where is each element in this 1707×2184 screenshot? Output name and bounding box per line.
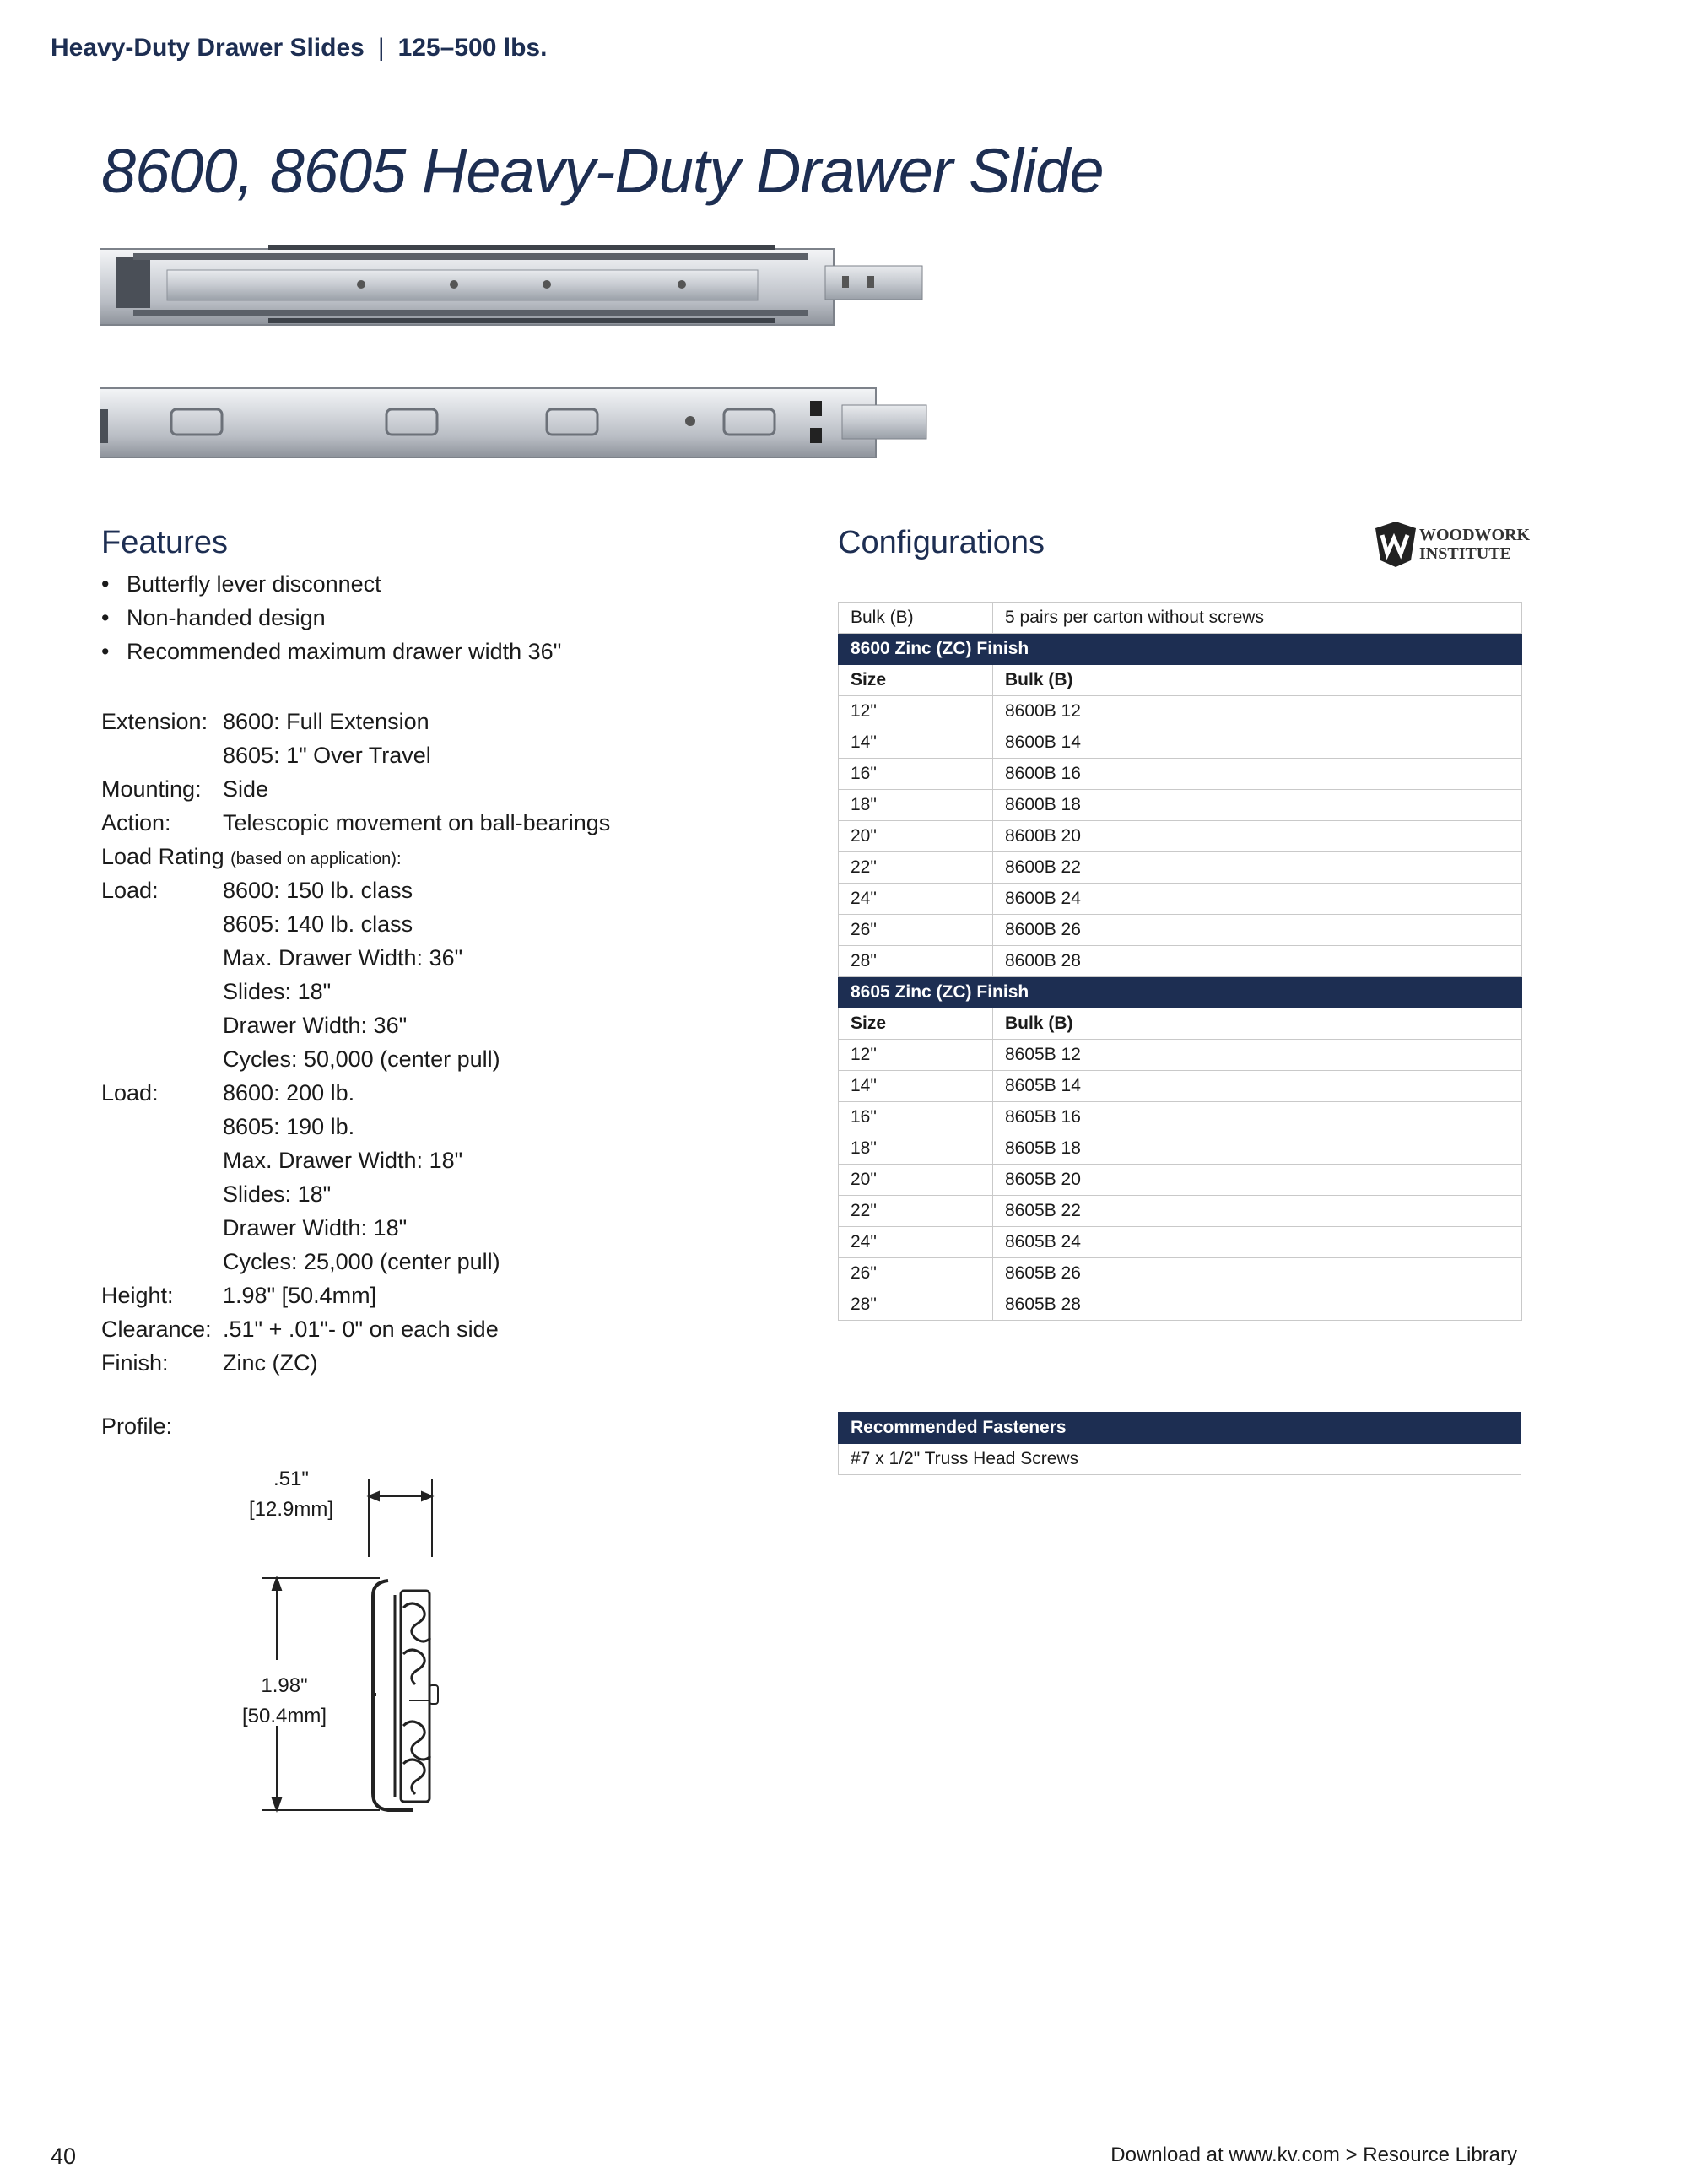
- profile-height-mm: [50.4mm]: [241, 1705, 327, 1727]
- table-row: [839, 1165, 1522, 1196]
- spec-value: 140 lb. class: [286, 911, 413, 937]
- col-size: Size: [839, 665, 993, 696]
- cell-part: 8605B 22: [993, 1196, 1522, 1227]
- spec-key: Cycles:: [223, 1046, 298, 1072]
- spec-label-clearance: Clearance:: [101, 1316, 212, 1342]
- feature-item: • Recommended maximum drawer width 36": [101, 635, 561, 668]
- cell-part: 8605B 14: [993, 1071, 1522, 1102]
- spec-value: 200 lb.: [286, 1080, 355, 1106]
- cell-part: 8600B 28: [993, 946, 1522, 977]
- cell-part: 8600B 14: [993, 727, 1522, 759]
- cell-size: 18": [839, 1133, 993, 1165]
- spec-value: 18": [429, 1148, 463, 1173]
- spec-model: 8605: [223, 743, 274, 768]
- feature-item: • Non-handed design: [101, 601, 561, 635]
- col-bulk: Bulk (B): [993, 665, 1522, 696]
- table-row: [839, 1289, 1522, 1321]
- fasteners-title: Recommended Fasteners: [839, 1413, 1521, 1444]
- spec-key: Slides:: [223, 1181, 292, 1207]
- profile-label: Profile:: [101, 1414, 173, 1439]
- cell-size: 22": [839, 1196, 993, 1227]
- spec-key: Drawer Width:: [223, 1215, 368, 1241]
- configurations-heading: Configurations: [838, 525, 1045, 560]
- cell-size: 24": [839, 1227, 993, 1258]
- spec-key: Max. Drawer Width:: [223, 1148, 424, 1173]
- cell-size: 28": [839, 946, 993, 977]
- cell-part: 8605B 26: [993, 1258, 1522, 1289]
- spec-value: 18": [297, 1181, 332, 1207]
- page-title: 8600, 8605 Heavy-Duty Drawer Slide: [101, 136, 1104, 206]
- spec-label-action: Action:: [101, 810, 171, 835]
- spec-value: 18": [373, 1215, 408, 1241]
- cell-part: 8600B 26: [993, 915, 1522, 946]
- cell-part: 8605B 16: [993, 1102, 1522, 1133]
- cell-size: 28": [839, 1289, 993, 1321]
- table-row: [839, 852, 1522, 884]
- profile-width-in: .51": [273, 1468, 309, 1490]
- woodwork-institute-logo: [1374, 520, 1531, 569]
- spec-label-extension: Extension:: [101, 709, 208, 734]
- col-size: Size: [839, 1008, 993, 1040]
- spec-value: 36": [373, 1013, 408, 1038]
- cell-size: 16": [839, 1102, 993, 1133]
- spec-value: 50,000 (center pull): [304, 1046, 500, 1072]
- cell-size: 16": [839, 759, 993, 790]
- table-row: [839, 884, 1522, 915]
- group-band-8605: [839, 977, 1522, 1008]
- group-title: 8605 Zinc (ZC) Finish: [839, 977, 1522, 1008]
- page-number: 40: [51, 2143, 77, 2169]
- cell-part: 8600B 20: [993, 821, 1522, 852]
- cell-part: 8600B 16: [993, 759, 1522, 790]
- table-header-row: [839, 1008, 1522, 1040]
- cell-size: 12": [839, 1040, 993, 1071]
- col-bulk: Bulk (B): [993, 1008, 1522, 1040]
- cell-part: 8605B 28: [993, 1289, 1522, 1321]
- table-row: [839, 1071, 1522, 1102]
- table-row: [839, 790, 1522, 821]
- header-separator: |: [377, 34, 385, 62]
- fastener-item: #7 x 1/2" Truss Head Screws: [839, 1444, 1521, 1475]
- table-row: [839, 821, 1522, 852]
- spec-value: 1.98" [50.4mm]: [223, 1283, 377, 1308]
- header-category: Heavy-Duty Drawer Slides: [51, 34, 365, 62]
- cell-size: 20": [839, 821, 993, 852]
- cell-part: 8600B 22: [993, 852, 1522, 884]
- cell-size: 26": [839, 1258, 993, 1289]
- cell-size: 14": [839, 1071, 993, 1102]
- spec-value: : Full Extension: [273, 709, 429, 734]
- spec-load-rating-note: (based on application):: [230, 850, 402, 868]
- fasteners-band: [839, 1413, 1521, 1444]
- spec-value: : 1" Over Travel: [273, 743, 431, 768]
- cell-part: 8605B 24: [993, 1227, 1522, 1258]
- profile-height-in: 1.98": [261, 1674, 308, 1697]
- group-title: 8600 Zinc (ZC) Finish: [839, 634, 1522, 665]
- header-range: 125–500 lbs.: [397, 34, 548, 62]
- spec-value: Side: [223, 776, 269, 802]
- fasteners-table: [838, 1412, 1521, 1475]
- group-band-8600: [839, 634, 1522, 665]
- slide-product-images: [100, 241, 943, 477]
- bulk-row: [839, 603, 1522, 634]
- running-header: [51, 34, 547, 62]
- cell-size: 26": [839, 915, 993, 946]
- cell-part: 8605B 18: [993, 1133, 1522, 1165]
- slide-image-top: [100, 245, 922, 325]
- cell-size: 12": [839, 696, 993, 727]
- table-row: [839, 727, 1522, 759]
- cell-part: 8605B 12: [993, 1040, 1522, 1071]
- features-list: [101, 567, 561, 668]
- table-row: [839, 915, 1522, 946]
- bulk-label: Bulk (B): [839, 603, 993, 634]
- cell-size: 20": [839, 1165, 993, 1196]
- cell-size: 22": [839, 852, 993, 884]
- spec-key: 8605:: [223, 911, 280, 937]
- spec-key: Cycles:: [223, 1249, 298, 1274]
- table-row: [839, 1444, 1521, 1475]
- table-row: [839, 1133, 1522, 1165]
- cell-part: 8600B 18: [993, 790, 1522, 821]
- table-row: [839, 759, 1522, 790]
- spec-value: 36": [429, 945, 463, 970]
- table-row: [839, 1227, 1522, 1258]
- slide-image-bottom: [100, 388, 926, 457]
- table-row: [839, 696, 1522, 727]
- spec-model: 8600: [223, 709, 274, 734]
- table-row: [839, 1196, 1522, 1227]
- spec-key: Drawer Width:: [223, 1013, 368, 1038]
- spec-label-finish: Finish:: [101, 1350, 169, 1376]
- spec-key: 8605:: [223, 1114, 280, 1139]
- spec-value: 190 lb.: [286, 1114, 355, 1139]
- table-row: [839, 1102, 1522, 1133]
- cell-part: 8600B 24: [993, 884, 1522, 915]
- spec-label-height: Height:: [101, 1283, 174, 1308]
- spec-value: Telescopic movement on ball-bearings: [223, 810, 611, 835]
- download-link[interactable]: Download at www.kv.com > Resource Library: [1110, 2143, 1517, 2166]
- cell-part: 8605B 20: [993, 1165, 1522, 1196]
- table-row: [839, 946, 1522, 977]
- spec-label-load: Load:: [101, 878, 159, 903]
- cell-size: 18": [839, 790, 993, 821]
- features-heading: Features: [101, 525, 228, 560]
- logo-text-line-2: INSTITUTE: [1419, 544, 1511, 563]
- spec-key: 8600:: [223, 878, 280, 903]
- spec-value: Zinc (ZC): [223, 1350, 318, 1376]
- spec-key: Slides:: [223, 979, 292, 1004]
- table-header-row: [839, 665, 1522, 696]
- cell-size: 24": [839, 884, 993, 915]
- bulk-desc: 5 pairs per carton without screws: [993, 603, 1522, 634]
- profile-width-mm: [12.9mm]: [248, 1498, 334, 1521]
- spec-value: 18": [297, 979, 332, 1004]
- feature-item: • Butterfly lever disconnect: [101, 567, 561, 601]
- spec-value: 150 lb. class: [286, 878, 413, 903]
- spec-label-mounting: Mounting:: [101, 776, 202, 802]
- spec-value: .51" + .01"- 0" on each side: [223, 1316, 499, 1342]
- cell-part: 8600B 12: [993, 696, 1522, 727]
- spec-label-load-rating: Load Rating: [101, 844, 224, 869]
- profile-drawing: [253, 1473, 456, 1827]
- cell-size: 14": [839, 727, 993, 759]
- spec-key: 8600:: [223, 1080, 280, 1106]
- woodwork-institute-logo-mark: [1374, 520, 1418, 569]
- table-row: [839, 1040, 1522, 1071]
- logo-text-line-1: WOODWORK: [1419, 526, 1531, 544]
- configurations-table: [838, 602, 1522, 1321]
- spec-value: 25,000 (center pull): [304, 1249, 500, 1274]
- spec-key: Max. Drawer Width:: [223, 945, 424, 970]
- table-row: [839, 1258, 1522, 1289]
- spec-label-load: Load:: [101, 1080, 159, 1106]
